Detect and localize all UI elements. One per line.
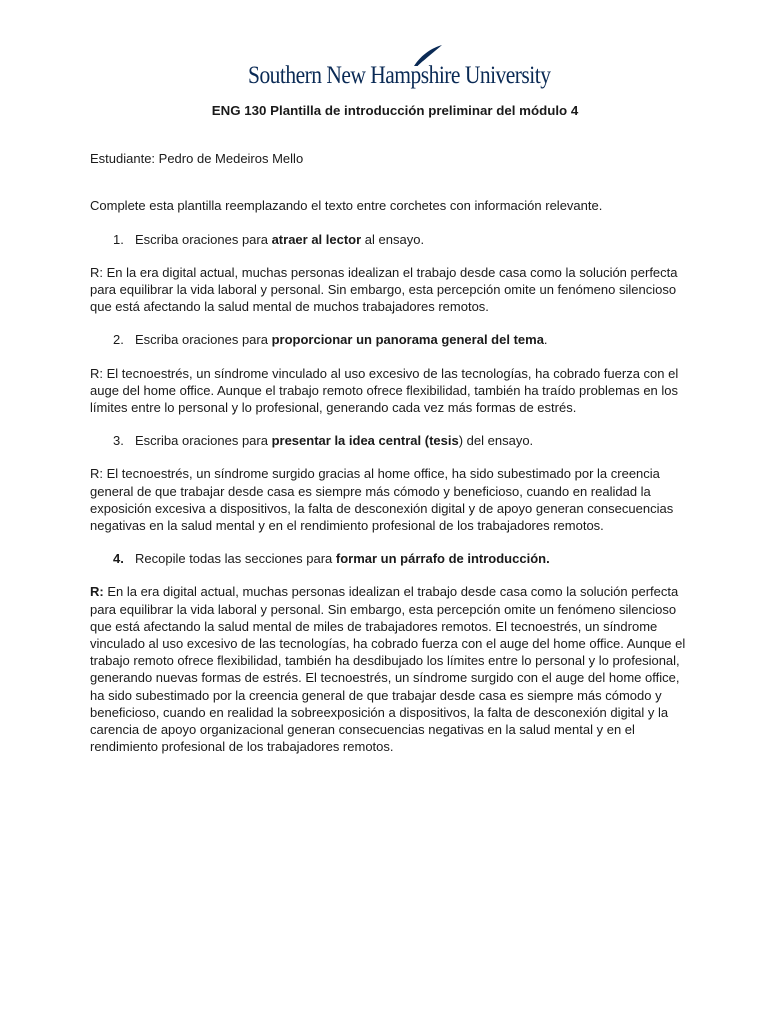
answer-1: R: En la era digital actual, muchas personas idealizan el trabajo desde casa como la solución perfecta para equilibrar la vida laboral y personal. Sin embargo, esta percepción omite un fenómeno silencioso que está afectando la salud mental de muchos trabajadores remotos. [90,264,678,315]
university-logo [246,44,551,92]
answer-3: R: El tecnoestrés, un síndrome surgido gracias al home office, ha sido subestimado por la creencia general de que trabajar desde casa es siempre más cómodo y beneficioso, cuando en realidad la exposición excesiva a dispositivos, la falta de desconexión digital y de apoyo generan consecuencias negativas en la salud mental y en el rendimiento profesional de los trabajadores remotos. [90,466,674,534]
question-emphasis: atraer al lector [271,231,362,247]
question-text: Escriba oraciones para [135,332,272,348]
question-text: Escriba oraciones para [135,231,272,247]
question-number: 4. [113,551,124,567]
question-2 [90,331,690,348]
answer-2: R: El tecnoestrés, un síndrome vinculado al uso excesivo de las tecnologías, ha cobrado fuerza con el auge del home office. Aunque el trabajo remoto ofrece flexibilidad, también ha traído problemas en los límites entre lo personal y lo profesional, generando cada vez más formas de estrés. [90,365,679,416]
instructions: Complete esta plantilla reemplazando el texto entre corchetes con información relevante. [90,198,603,214]
question-4 [90,550,690,567]
question-number: 2. [113,332,124,348]
question-3 [90,432,690,449]
document-title: ENG 130 Plantilla de introducción preliminar del módulo 4 [211,103,579,118]
question-text-end: ) del ensayo. [458,433,534,449]
question-text-end: . [543,332,548,348]
logo-wordmark: Southern New Hampshire University [248,62,551,89]
question-text: Recopile todas las secciones para [135,551,336,567]
question-emphasis: presentar la idea central (tesis [271,433,459,449]
student-name: Estudiante: Pedro de Medeiros Mello [90,151,304,167]
question-text: Escriba oraciones para [135,433,272,449]
question-number: 3. [113,433,124,449]
question-text-end: al ensayo. [361,231,425,247]
answer-4 [90,583,690,755]
answer-text: En la era digital actual, muchas personas idealizan el trabajo desde casa como la solución perfecta para equilibrar la vida laboral y personal. Sin embargo, esta percepción omite un fenómeno silencioso que está afectando la salud mental de miles de trabajadores remotos. El tecnoestrés, un síndrome vinculado al uso excesivo de las tecnologías, ha cobrado fuerza con el auge del home office. Aunque el trabajo remoto ofrece flexibilidad, también ha desdibujado los límites entre lo personal y lo profesional, generando nuevas formas de estrés. El tecnoestrés, un síndrome surgido con el auge del home office, ha sido subestimado por la creencia general de que trabajar desde casa es siempre más cómodo y beneficioso, cuando en realidad la sobreexposición a dispositivos, la falta de desconexión digital y la carencia de apoyo organizacional generan consecuencias negativas en la salud mental y en el rendimiento profesional de los trabajadores remotos. [90,584,686,755]
question-emphasis: formar un párrafo de introducción. [335,551,550,567]
answer-label: R: [90,584,104,600]
question-number: 1. [113,231,124,247]
document-body [90,102,690,755]
question-1 [90,231,690,248]
question-emphasis: proporcionar un panorama general del tema [271,332,544,348]
